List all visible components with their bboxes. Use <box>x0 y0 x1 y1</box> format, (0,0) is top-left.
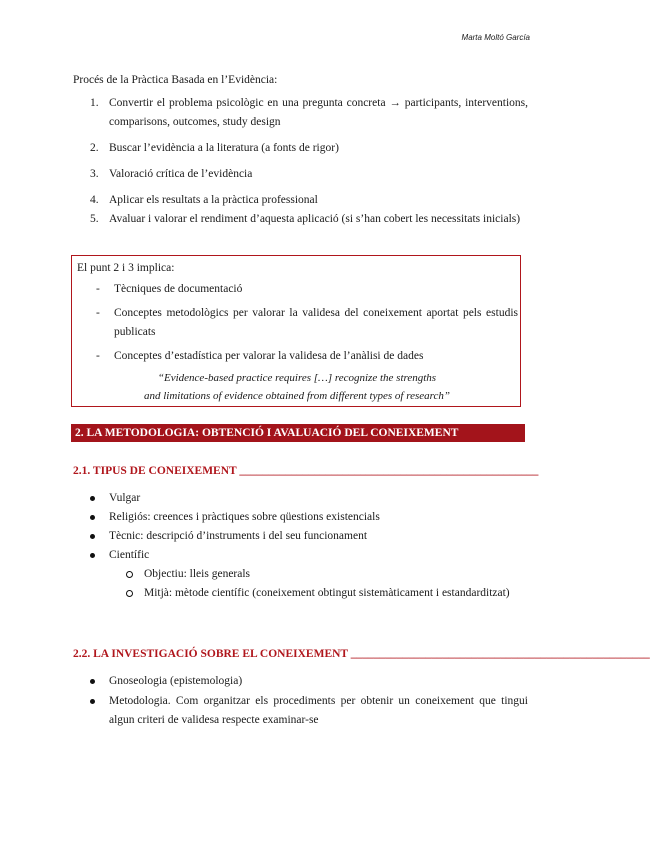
dash-marker: - <box>96 283 100 295</box>
step-text: Valoració crítica de l’evidència <box>109 168 253 180</box>
bullet-text: Religiós: creences i pràctiques sobre qüestions existencials <box>109 511 380 523</box>
bullet-text: Gnoseologia (epistemologia) <box>109 675 243 687</box>
list-item <box>73 508 528 527</box>
bullet-text: Científic <box>109 549 150 561</box>
step-number: 1. <box>90 97 99 109</box>
list-item <box>73 94 528 132</box>
list-item <box>73 692 528 730</box>
step-number: 2. <box>90 142 99 154</box>
list-item <box>73 672 528 691</box>
author-name: Marta Moltó García <box>461 33 530 42</box>
dash-marker: - <box>96 307 100 319</box>
box-item-text: Conceptes d’estadística per valorar la validesa de l’anàlisi de dades <box>114 350 424 362</box>
subsection-title: 2.1. TIPUS DE CONEIXEMENT <box>73 465 237 477</box>
step-text: Avaluar i valorar el rendiment d’aquesta aplicació (si s’han cobert les necessitats inicials) <box>109 213 521 225</box>
list-item <box>73 210 528 229</box>
subsection-heading-2-1: 2.1. TIPUS DE CONEIXEMENT ____________________________________________________ <box>73 465 539 477</box>
list-item <box>109 584 528 603</box>
list-item <box>72 304 522 342</box>
subsection-heading-2-2: 2.2. LA INVESTIGACIÓ SOBRE EL CONEIXEMENT ____________________________________________________ <box>73 648 650 660</box>
step-number: 4. <box>90 194 99 206</box>
investigation-list <box>73 672 528 730</box>
box-list <box>72 280 522 366</box>
step-number: 3. <box>90 168 99 180</box>
list-item <box>72 280 522 299</box>
list-item <box>73 489 528 508</box>
bullet-text: Tècnic: descripció d’instruments i del seu funcionament <box>109 530 368 542</box>
circle-bullet-icon <box>126 571 133 578</box>
bullet-icon <box>90 496 95 501</box>
dash-marker: - <box>96 350 100 362</box>
section-heading: 2. LA METODOLOGIA: OBTENCIÓ I AVALUACIÓ DEL CONEIXEMENT <box>71 424 525 442</box>
quote-line: and limitations of evidence obtained from different types of research” <box>143 390 450 402</box>
step-text: Aplicar els resultats a la pràctica professional <box>109 194 318 206</box>
process-steps-list <box>73 94 528 229</box>
bullet-icon <box>90 699 95 704</box>
circle-bullet-icon <box>126 590 133 597</box>
sub-bullet-text: Mitjà: mètode científic (coneixement obtingut sistemàticament i estandarditzat) <box>144 587 510 599</box>
bullet-icon <box>90 553 95 558</box>
list-item <box>73 139 528 158</box>
list-item <box>73 546 528 603</box>
quote-line: “Evidence-based practice requires […] recognize the strengths <box>157 372 437 384</box>
box-item-text: Conceptes metodològics per valorar la validesa del coneixement aportat pels estudis publicats <box>114 307 518 338</box>
bullet-icon <box>90 534 95 539</box>
step-text: Buscar l’evidència a la literatura (a fonts de rigor) <box>109 142 339 154</box>
list-item <box>73 527 528 546</box>
box-title: El punt 2 i 3 implica: <box>77 262 175 274</box>
scientific-sublist <box>109 565 528 603</box>
list-item <box>73 191 528 210</box>
sub-bullet-text: Objectiu: lleis generals <box>144 568 251 580</box>
bullet-icon <box>90 679 95 684</box>
box-item-text: Tècniques de documentació <box>114 283 243 295</box>
process-intro: Procés de la Pràctica Basada en l’Evidència: <box>73 74 278 86</box>
subsection-title: 2.2. LA INVESTIGACIÓ SOBRE EL CONEIXEMENT <box>73 648 348 660</box>
step-number: 5. <box>90 213 99 225</box>
bullet-text: Vulgar <box>109 492 141 504</box>
knowledge-types-list <box>73 489 528 603</box>
step-text: Convertir el problema psicològic en una pregunta concreta → participants, interventions, comparisons, outcomes, study design <box>109 97 528 128</box>
list-item <box>109 565 528 584</box>
highlight-box <box>71 255 521 407</box>
list-item <box>72 347 522 366</box>
list-item <box>73 165 528 184</box>
quote <box>72 369 522 405</box>
bullet-text: Metodologia. Com organitzar els procediments per obtenir un coneixement que tingui algun criteri de validesa respecte examinar-se <box>109 695 528 726</box>
bullet-icon <box>90 515 95 520</box>
